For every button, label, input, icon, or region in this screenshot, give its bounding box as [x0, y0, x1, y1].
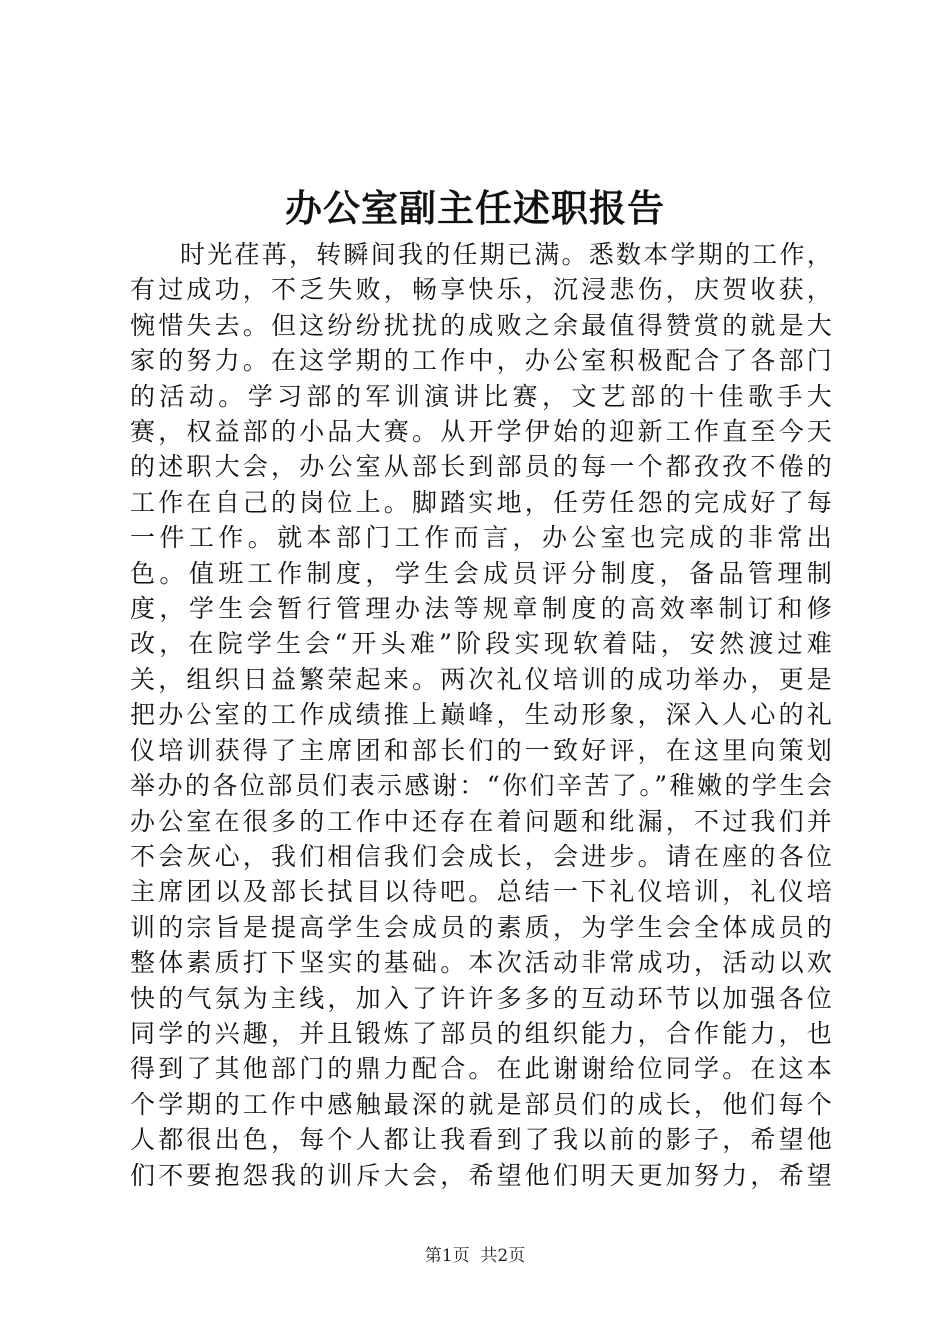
page-number-total: 共2页	[480, 1246, 526, 1266]
document-body: 时光荏苒，转瞬间我的任期已满。悉数本学期的工作，有过成功，不乏失败，畅享快乐，沉浸悲伤，庆贺收获，惋惜失去。但这纷纷扰扰的成败之余最值得赞赏的就是大家的努力。在这学期的工作中，办公室积极配合了各部门的活动。学习部的军训演讲比赛，文艺部的十佳歌手大赛，权益部的小品大赛。从开学伊始的迎新工作直至今天的述职大会，办公室从部长到部员的每一个都孜孜不倦的工作在自己的岗位上。脚踏实地，任劳任怨的完成好了每一件工作。就本部门工作而言，办公室也完成的非常出色。值班工作制度，学生会成员评分制度，备品管理制度，学生会暂行管理办法等规章制度的高效率制订和修改，在院学生会“开头难”阶段实现软着陆，安然渡过难关，组织日益繁荣起来。两次礼仪培训的成功举办，更是把办公室的工作成绩推上巅峰，生动形象，深入人心的礼仪培训获得了主席团和部长们的一致好评，在这里向策划举办的各位部员们表示感谢：“你们辛苦了。”稚嫩的学生会办公室在很多的工作中还存在着问题和纰漏，不过我们并不会灰心，我们相信我们会成长，会进步。请在座的各位主席团以及部长拭目以待吧。总结一下礼仪培训，礼仪培训的宗旨是提高学生会成员的素质，为学生会全体成员的整体素质打下坚实的基础。本次活动非常成功，活动以欢快的气氛为主线，加入了许许多多的互动环节以加强各位同学的兴趣，并且锻炼了部员的组织能力，合作能力，也得到了其他部门的鼎力配合。在此谢谢给位同学。在这本个学期的工作中感触最深的就是部员们的成长，他们每个人都很出色，每个人都让我看到了我以前的影子，希望他们不要抱怨我的训斥大会，希望他们明天更加努力，希望	[130, 240, 834, 1190]
page-number-separator	[470, 1246, 481, 1266]
page-number-current: 第1页	[424, 1246, 470, 1266]
document-title: 办公室副主任述职报告	[285, 186, 665, 230]
page-footer	[0, 1244, 950, 1268]
